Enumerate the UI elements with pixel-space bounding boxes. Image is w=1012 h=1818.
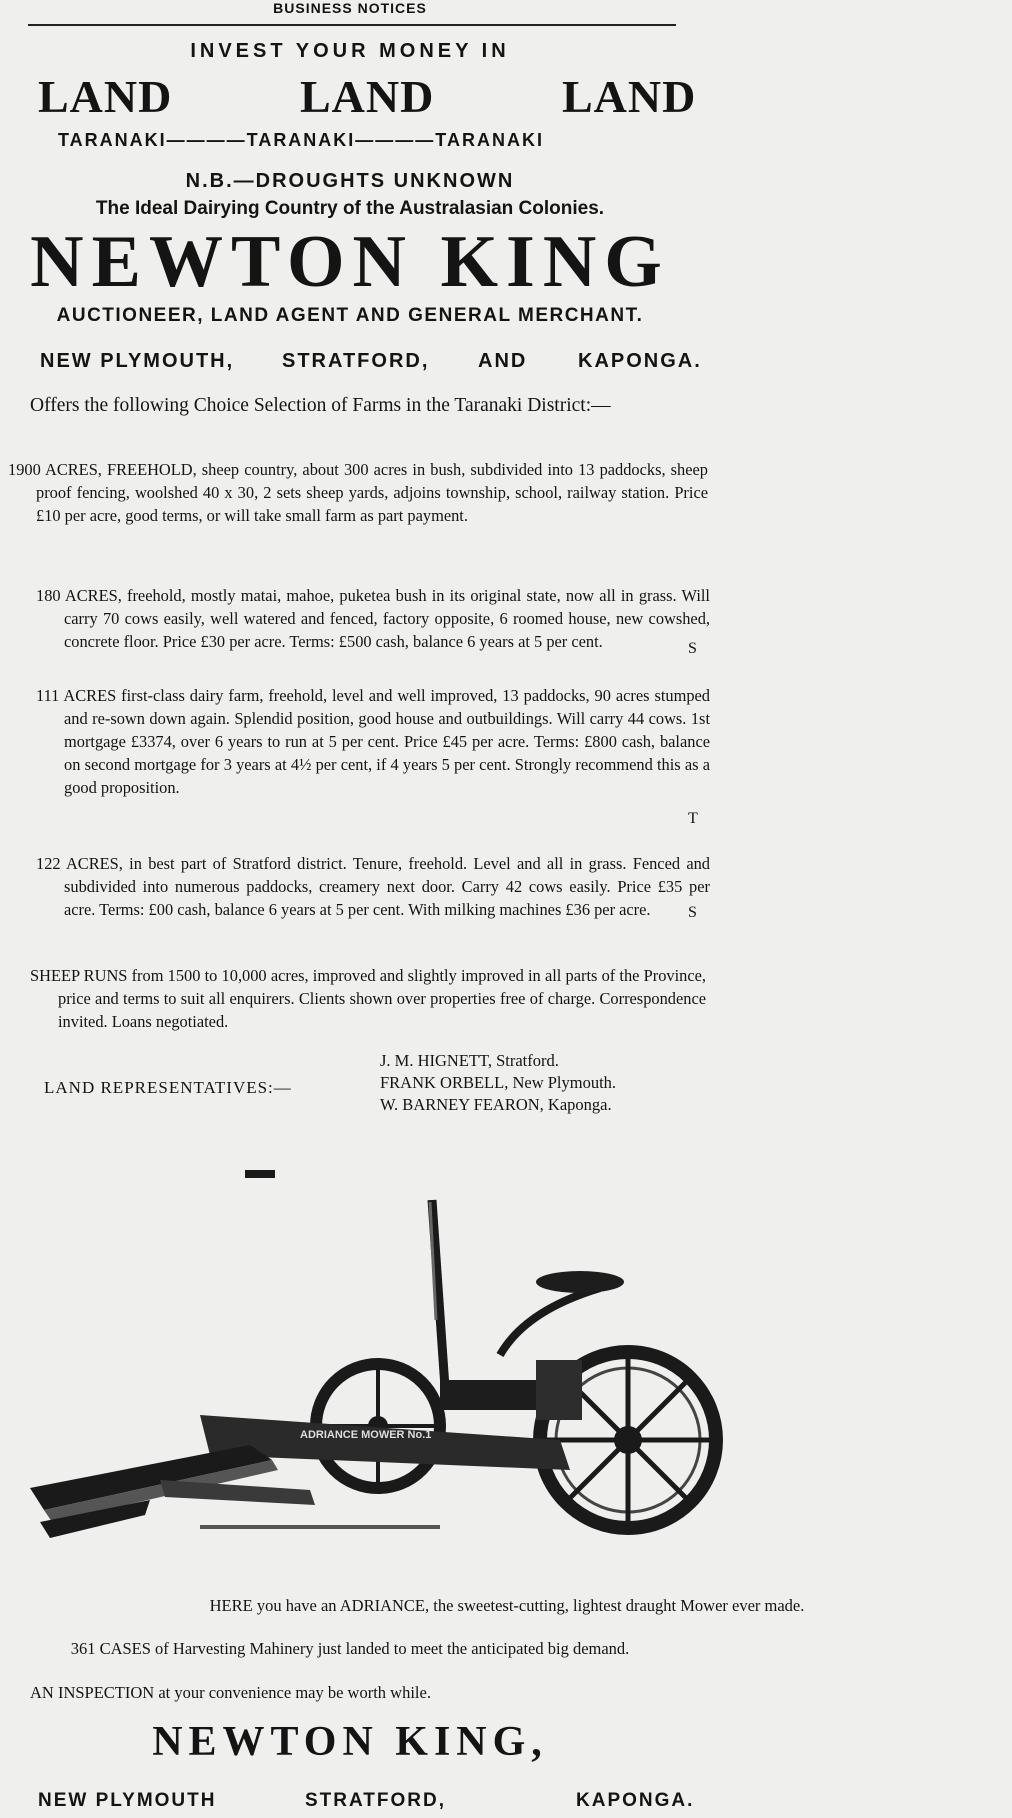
reps-list [380,1050,616,1116]
rep-fearon: W. BARNEY FEARON, Kaponga. [380,1095,612,1114]
place-stratford: STRATFORD, [282,350,430,372]
margin-letter-1: S [688,640,697,657]
invest-line: INVEST YOUR MONEY IN [190,40,510,62]
land-row [0,70,700,120]
rep-orbell: FRANK ORBELL, New Plymouth. [380,1073,617,1092]
mower-plate: ADRIANCE MOWER No.1 [300,1429,432,1441]
place-and: AND [478,350,528,372]
header-rule [28,24,676,26]
footer-kaponga: KAPONGA. [576,1790,695,1811]
place-new-plymouth: NEW PLYMOUTH, [40,350,235,372]
margin-letter-3: S [688,904,697,921]
farm-111: 111 ACRES first-class dairy farm, freehold, level and well improved, 13 paddocks, 90 acres stumped and re-sown down again. Splendid position, good house and outbuildings. Will carry 44 cows. 1st mortgage £3374, over 6 years to run at 5 per cent. Price £45 per acre. Terms: £800 cash, balance on second mortgage for 3 years at 4½ per cent, if 4 years 5 per cent. Strongly recommend this as a good proposition. [36,686,710,797]
taranaki-line: TARANAKI————TARANAKI————TARANAKI [58,130,544,150]
footer-stratford: STRATFORD, [305,1790,447,1811]
nb-line: N.B.—DROUGHTS UNKNOWN [185,170,515,192]
roles-line: AUCTIONEER, LAND AGENT AND GENERAL MERCHANT. [56,305,644,326]
footer-firm: NEWTON KING, [152,1719,548,1765]
margin-letter-2: T [688,810,698,827]
offers-line: Offers the following Choice Selection of Farms in the Taranaki District:— [30,395,611,416]
mower-copy-1: HERE you have an ADRIANCE, the sweetest-cutting, lightest draught Mower ever made. [209,1596,805,1615]
land-word-1: LAND [38,71,173,122]
land-word-2: LAND [300,71,435,122]
mower-cutter-bar [30,1445,315,1538]
header: BUSINESS NOTICES [273,0,427,16]
footer-new-plymouth: NEW PLYMOUTH [38,1790,217,1811]
land-word-3: LAND [562,71,697,122]
sheep-runs: SHEEP RUNS from 1500 to 10,000 acres, improved and slightly improved in all parts of the Province, price and terms to suit all enquirers. Clients shown over properties free of charge. Correspondence invited. Loans negotiated. [30,966,706,1031]
mower-copy-3: AN INSPECTION at your convenience may be worth while. [30,1683,431,1702]
place-kaponga: KAPONGA. [578,350,702,372]
reps-label: LAND REPRESENTATIVES:— [44,1078,292,1097]
firm-name: NEWTON KING [30,221,670,303]
mower-copy-2: 361 CASES of Harvesting Mahinery just landed to meet the anticipated big demand. [70,1639,630,1658]
ideal-line: The Ideal Dairying Country of the Australasian Colonies. [95,198,605,219]
mower-illustration [0,1170,700,1560]
farm-122: 122 ACRES, in best part of Stratford district. Tenure, freehold. Level and all in grass. Fenced and subdivided into numerous paddocks, creamery next door. Carry 42 cows easily. Price £35 per acre. Terms: £00 cash, balance 6 years at 5 per cent. With milking machines £36 per acre. [36,854,710,919]
rep-hignett: J. M. HIGNETT, Stratford. [380,1051,559,1070]
farm-180: 180 ACRES, freehold, mostly matai, mahoe, puketea bush in its original state, now all in grass. Will carry 70 cows easily, well watered and fenced, factory opposite, 6 roomed house, new cowshed, concrete floor. Price £30 per acre. Terms: £500 cash, balance 6 years at 5 per cent. [36,586,710,651]
farm-1900: 1900 ACRES, FREEHOLD, sheep country, about 300 acres in bush, subdivided into 13 paddocks, sheep proof fencing, woolshed 40 x 30, 2 sets sheep yards, adjoins township, school, railway station. Price £10 per acre, good terms, or will take small farm as part payment. [8,460,708,525]
